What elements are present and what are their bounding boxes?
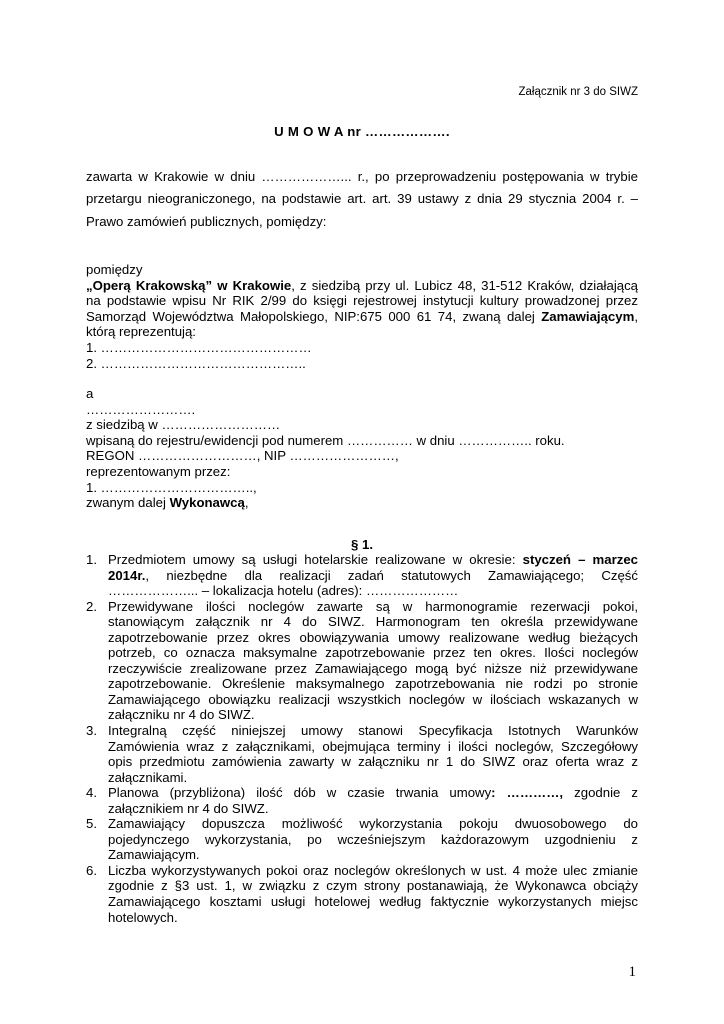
contract-item — [86, 599, 638, 723]
party1-line1: „Operą Krakowską” w Krakowie, z siedzibą przy ul. Lubicz 48, 31-512 Kraków, działającą — [86, 277, 639, 293]
item-line: stanowiącym załącznik nr 4 do SIWZ. Harmonogram ten określa przewidywane — [108, 614, 638, 630]
item-line: hotelowych. — [108, 909, 178, 925]
intro-line-1: zawarta w Krakowie w dniu ………………... r., po przeprowadzeniu postępowania w trybie — [86, 169, 638, 184]
party1-rep1: 1. ………………………………………… — [86, 339, 312, 355]
item-line: załącznikami. — [108, 769, 188, 785]
contract-item — [86, 785, 638, 816]
party2-lead: a — [86, 386, 94, 401]
item-line: zapotrzebowanie przez okres obowiązywania umowy realizowane według bieżących — [108, 629, 638, 645]
party1-name: „Operą Krakowską” w Krakowie — [86, 277, 292, 293]
item-number: 3. — [86, 723, 97, 739]
contract-item — [86, 863, 638, 925]
party1-line4: którą reprezentują: — [86, 324, 196, 340]
party2-block — [86, 386, 638, 511]
item-number: 1. — [86, 552, 97, 567]
contract-item — [86, 552, 638, 599]
item-line: Zamawiający dopuszcza możliwość wykorzystania pokoju dwuosobowego do — [108, 816, 638, 832]
item-line: opis przedmiotu zamówienia zawarty w załączniku nr 1 do SIWZ oraz oferta wraz z — [108, 754, 638, 770]
party1-line2: na podstawie wpisu Nr RIK 2/99 do księgi rejestrowej instytucji kultury prowadzonej przez — [86, 293, 638, 309]
item-line: Przedmiotem umowy są usługi hotelarskie realizowane w okresie: styczeń – marzec — [108, 552, 639, 567]
contract-item — [86, 723, 638, 785]
item-line: zapotrzebowanie. Określenie maksymalnego zapotrzebowania nie rodzi po stronie — [108, 676, 638, 692]
party1-lead: pomiędzy — [86, 262, 143, 277]
page-number: 1 — [628, 964, 636, 980]
item-line: potrzeb, co oznacza maksymalne zapotrzebowanie przez ten okres. Ilości noclegów — [108, 645, 638, 661]
item-line: rzeczywiście zrealizowane przez Zamawiającego mogą być niższe niż przewidywane — [108, 660, 638, 676]
party2-rep1: 1. …………………………….., — [86, 479, 257, 495]
party2-name-blank: ……………………. — [86, 401, 196, 417]
contract-title: U M O W A nr ………………. — [274, 124, 450, 139]
item-number: 6. — [86, 862, 97, 878]
party1-line3: Samorząd Województwa Małopolskiego, NIP:675 000 61 74, zwaną dalej Zamawiającym, — [86, 308, 638, 324]
party2-represented: reprezentowanym przez: — [86, 463, 231, 479]
intro-line-2: przetargu nieograniczonego, na podstawie art. art. 39 ustawy z dnia 29 stycznia 2004 r. – — [86, 191, 638, 206]
item-line: Zamówienia wraz z załącznikami, obejmująca terminy i ilości noclegów, Szczegółowy — [108, 738, 638, 754]
section-heading: § 1. — [351, 537, 373, 552]
item-number: 2. — [86, 598, 97, 614]
item-line: Liczba wykorzystywanych pokoi oraz noclegów określonych w ust. 4 może ulec zmianie — [108, 862, 638, 878]
item-line: pojedynczego wykorzystania, po wcześniejszym każdorazowym uzgodnieniu z — [108, 831, 638, 847]
item-line: załączniku nr 4 do SIWZ. — [108, 707, 255, 723]
party2-register: wpisaną do rejestru/ewidencji pod numerem …………… w dniu …………….. roku. — [86, 432, 565, 448]
item-number: 4. — [86, 785, 97, 801]
party2-regon: REGON ………………………, NIP ……………………, — [86, 448, 399, 464]
party1-block — [86, 262, 638, 371]
item-line: załącznikiem nr 4 do SIWZ. — [108, 800, 269, 816]
contract-items-list — [86, 552, 638, 925]
item-line: Zamawiającym. — [108, 847, 200, 863]
party2-seat: z siedzibą w ……………………… — [86, 417, 281, 433]
item-line: ………………... – lokalizacja hotelu (adres): ………………… — [108, 583, 459, 599]
contract-item — [86, 816, 638, 863]
item-line: Zamawiającego obowiązku realizacji wszystkich noclegów w ilościach wskazanych w — [108, 691, 638, 707]
party1-rep2: 2. ……………………………………….. — [86, 355, 306, 371]
item-line: Integralną część niniejszej umowy stanowi Specyfikacja Istotnych Warunków — [108, 723, 638, 739]
party2-called: zwanym dalej Wykonawcą, — [86, 495, 249, 511]
annex-label: Załącznik nr 3 do SIWZ — [518, 86, 638, 98]
item-line: Zamawiającego kosztami usługi hotelowej według faktycznie wykorzystanych miejsc — [108, 894, 638, 910]
item-line: Planowa (przybliżona) ilość dób w czasie trwania umowy: …………, zgodnie z — [108, 785, 638, 801]
item-number: 5. — [86, 816, 97, 832]
intro-line-3: Prawo zamówień publicznych, pomiędzy: — [86, 214, 327, 229]
item-line: 2014r., niezbędne dla realizacji zadań statutowych Zamawiającego; Część — [108, 567, 638, 583]
item-line: Przewidywane ilości noclegów zawarte są w harmonogramie rezerwacji pokoi, — [108, 598, 638, 614]
item-line: zgodnie z §3 ust. 1, w związku z czym strony postanawiają, że Wykonawca obciąży — [108, 878, 638, 894]
